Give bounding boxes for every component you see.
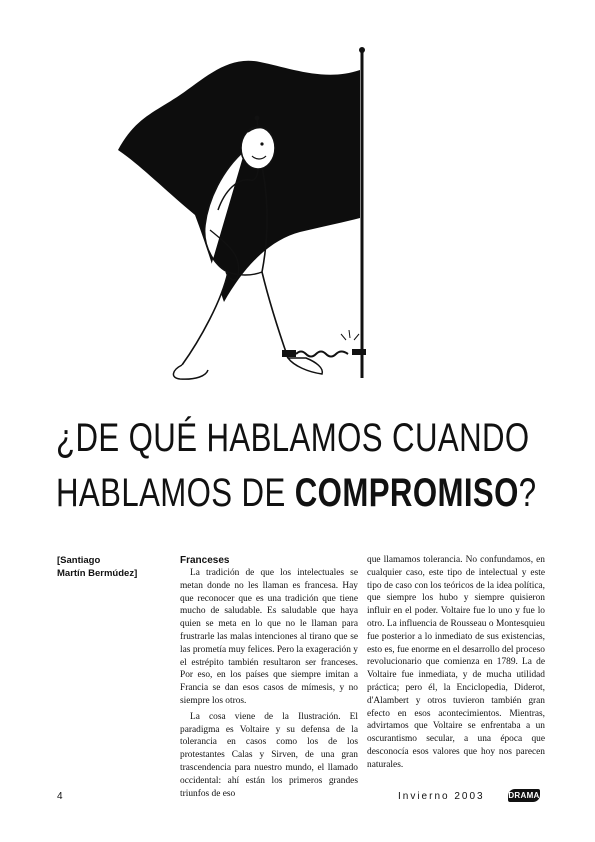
paragraph: La tradición de que los intelectuales se metan donde no les llaman es francesa. Hay que reconocer que es una tradición que tiene mucho de saludable. Es saludable que haya quien se meta en lo que no le llaman para frustrarle las malas intenciones al tirano que se las prometía muy felices. Pero la exageración y el estrépito también resultaron ser franceses. Por eso, en los países que siempre imitan a Francia se dan esos casos de mímesis, y no siempre los otros. <box>180 568 358 706</box>
issue-label: Invierno 2003 <box>398 791 485 802</box>
title-prefix: HABLAMOS DE <box>56 471 295 515</box>
author-line-2: Martín Bermúdez] <box>57 568 138 579</box>
magazine-logo: DRAMA <box>508 791 540 800</box>
paragraph: que llamamos tolerancia. No confundamos, en cualquier caso, este tipo de intelectual y este tipo de caso con los teóricos de la idea política, que siempre los hubo y siempre quisieron influir en el poder. Voltaire fue lo uno y fue lo otro. La influencia de Rousseau o Montesquieu fue posterior a lo inmediato de sus existencias, esto es, fue enorme en el desarrollo del proceso revolucionario que comienza en 1789. La de Voltaire fue inmediata, y de mucha utilidad práctica; pero él, la Enciclopedia, Diderot, d'Alambert y otros tuvieron también gran efecto en esos acontecimientos. Mientras, advirtamos que Voltaire se enfrentaba a un oscurantismo secular, a una época que desconocía esos valores que hoy nos parecen naturales. <box>367 555 545 770</box>
author-line-1: [Santiago <box>57 555 101 566</box>
article-column-2 <box>367 554 545 772</box>
page-number: 4 <box>57 791 63 802</box>
article-column-1 <box>180 554 358 800</box>
page-title-line-1: ¿DE QUÉ HABLAMOS CUANDO <box>56 416 530 460</box>
title-emphasis: COMPROMISO <box>294 471 519 515</box>
section-heading: Franceses <box>180 555 230 566</box>
paragraph: La cosa viene de la Ilustración. El paradigma es Voltaire y su defensa de la tolerancia en casos como los de los protestantes Calas y Sirven, de una gran trascendencia para nuestro mundo, el llamado occidental: ahí están los primeros grandes triunfos de eso <box>180 711 358 799</box>
title-question-mark: ? <box>518 471 537 515</box>
author-byline <box>57 554 157 580</box>
page-title-line-2 <box>56 471 537 515</box>
flag-chain-illustration <box>110 40 390 390</box>
